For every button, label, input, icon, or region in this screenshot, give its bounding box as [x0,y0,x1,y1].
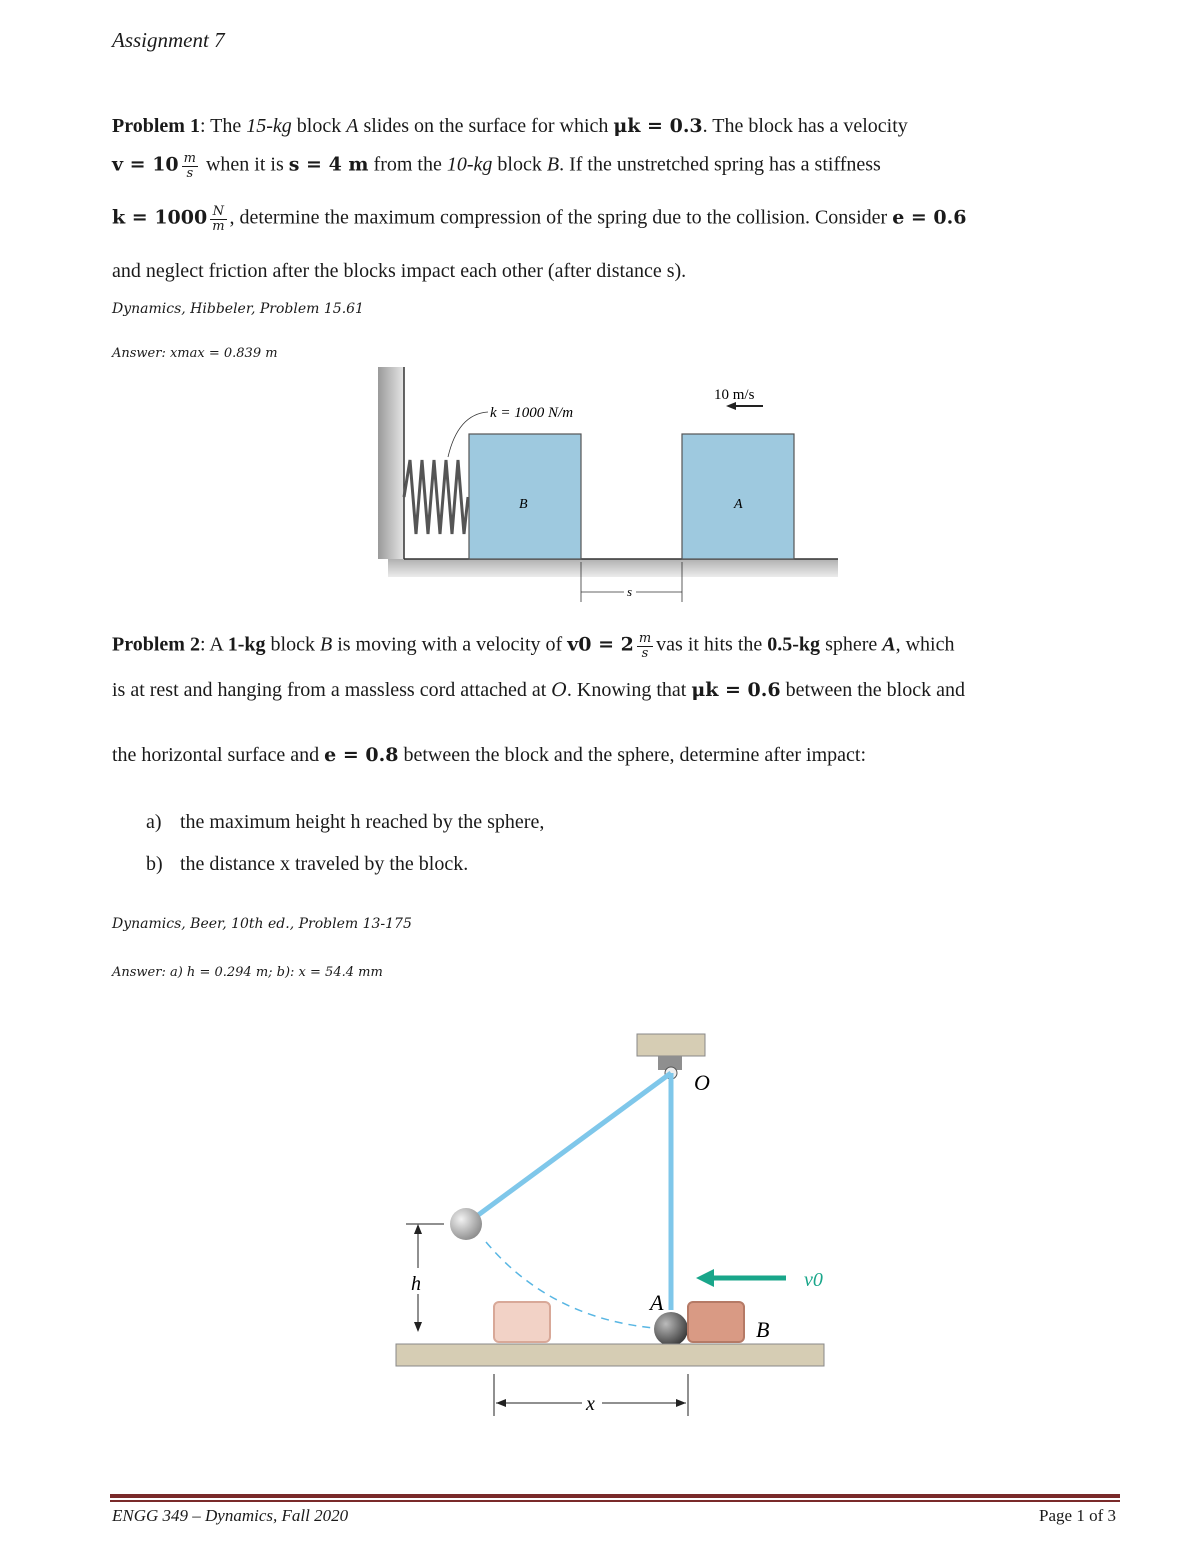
pivot-label: O [694,1070,710,1095]
velocity-label: v0 [804,1269,823,1291]
sphere-label: A [650,1290,664,1315]
footer-rule-thin [110,1500,1120,1502]
problem1-line2: v = 10 $\frac{m}{s}$ when it is s = 4 m from the 10-kg block B. If the unstretched spring has a stiffness [112,151,881,181]
problem2-answer: Answer: a) h = 0.294 m; b): x = 54.4 mm [112,965,383,980]
problem2-source: Dynamics, Beer, 10th ed., Problem 13-175 [112,916,412,932]
spring [404,460,468,534]
problem2-line3: the horizontal surface and e = 0.8 between the block and the sphere, determine after impact: [112,744,867,766]
spring-stiffness-label: k = 1000 N/m [490,405,574,421]
height-label: h [411,1273,421,1295]
spring-block-figure [378,362,848,607]
footer-course: ENGG 349 – Dynamics, Fall 2020 [112,1506,349,1525]
sphere-raised [450,1208,482,1240]
ceiling-mount [637,1034,705,1056]
block-b-label: B [519,497,528,512]
problem2-item-b: b) the distance x traveled by the block. [146,853,469,875]
floor [388,559,838,577]
block-b [688,1302,744,1342]
problem2-line2: is at rest and hanging from a massless cord attached at O. Knowing that μk = 0.6 between the block and [112,679,965,701]
stiffness-fraction: $\frac{N}{m}$ [212,204,225,234]
block-final-position [494,1302,550,1342]
problem1-line3: k = 1000 $\frac{N}{m}$ , determine the maximum compression of the spring due to the collision. Consider e = 0.6 [112,204,967,234]
problem1-label: Problem 1 [112,115,200,137]
problem1-line1: Problem 1: The 15-kg block A slides on the surface for which μk = 0.3. The block has a velocity [112,115,908,137]
v0-fraction: $\frac{m}{s}$ [638,631,652,661]
block-a-label: A [734,497,743,512]
problem2-label: Problem 2 [112,633,200,656]
footer-rule [110,1494,1120,1498]
velocity-fraction: $\frac{m}{s}$ [183,151,196,181]
problem1-answer: Answer: xmax = 0.839 m [112,346,278,361]
footer-page-number: Page 1 of 3 [1039,1506,1116,1525]
floor [396,1344,824,1366]
problem1-source: Dynamics, Hibbeler, Problem 15.61 [112,301,364,317]
problem2-item-a: a) the maximum height h reached by the sphere, [146,811,545,833]
distance-label: x [586,1393,595,1415]
cord-raised [466,1073,671,1224]
problem1-line4: and neglect friction after the blocks impact each other (after distance s). [112,260,687,282]
sphere-a [654,1312,688,1346]
distance-label: s [627,584,633,599]
block-label: B [756,1317,770,1342]
wall [378,367,404,559]
document-title: Assignment 7 [112,28,225,52]
pendulum-block-figure [390,1028,830,1428]
problem2-line1: Problem 2: A 1-kg block B is moving with a velocity of v0 = 2 $\frac{m}{s}$ vas it hits the 0.5-kg sphere A, which [112,631,955,661]
velocity-label: 10 m/s [714,387,755,403]
